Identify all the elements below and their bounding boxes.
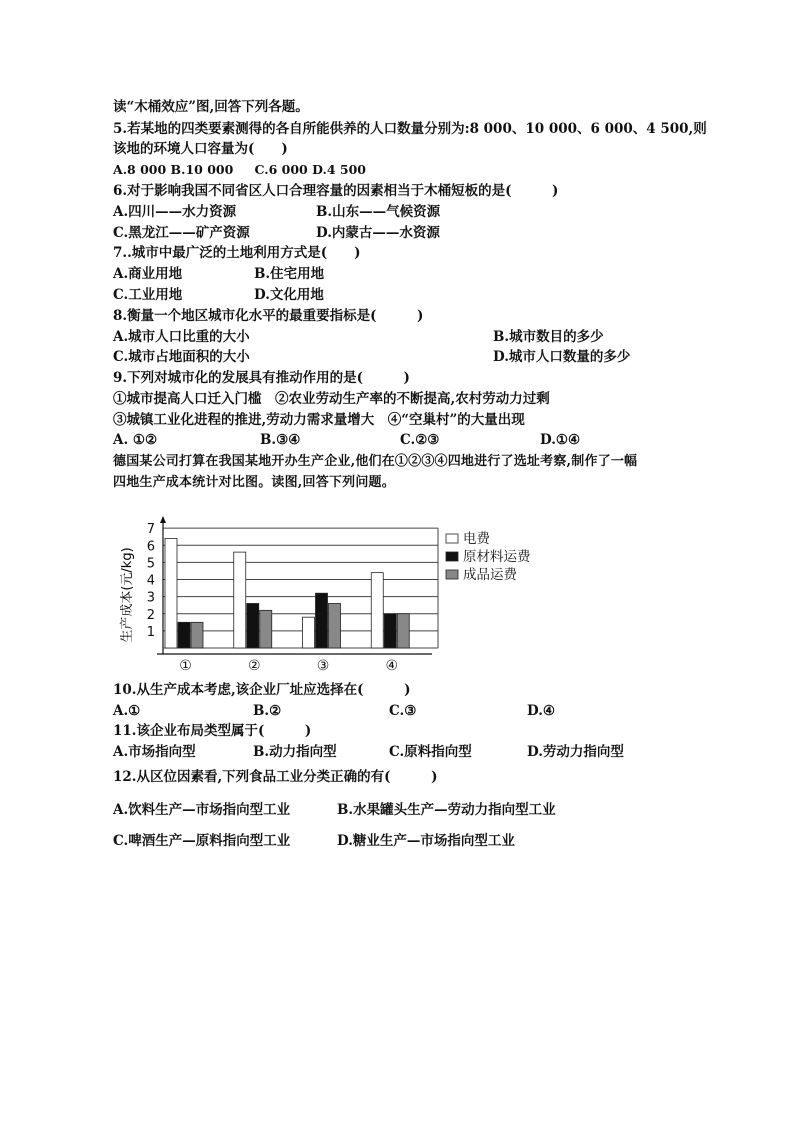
q10-stem: 10.从生产成本考虑,该企业厂址应选择在( ) — [113, 682, 411, 698]
bar-2-2 — [247, 603, 259, 648]
chart-grid — [163, 528, 438, 631]
q10-option-c[interactable]: C.③ — [389, 703, 417, 719]
legend-swatch — [446, 534, 458, 543]
q11-stem: 11.该企业布局类型属于( ) — [113, 723, 312, 739]
y-tick-label: 2 — [146, 607, 155, 623]
bar-2-3 — [260, 610, 272, 648]
q5-stem-line1: 5.若某地的四类要素测得的各自所能供养的人口数量分别为:8 000、10 000、6 000、4 500,则 — [113, 121, 707, 137]
bar-4-3 — [397, 614, 409, 648]
q11-option-b[interactable]: B.动力指向型 — [253, 744, 337, 760]
x-tick-label: ① — [179, 658, 192, 674]
chart-x-ticks — [179, 658, 398, 674]
chart-y-axis-label: 生产成本(元/kg) — [120, 547, 135, 643]
bar-4-1 — [371, 573, 383, 648]
legend-label: 成品运费 — [463, 567, 517, 583]
q7-option-b[interactable]: B.住宅用地 — [254, 266, 325, 282]
q12-option-c[interactable]: C.啤酒生产—原料指向型工业 — [113, 833, 291, 849]
q8-option-d[interactable]: D.城市人口数量的多少 — [493, 349, 631, 365]
q12-option-d[interactable]: D.糖业生产—市场指向型工业 — [337, 833, 515, 849]
y-tick-label: 5 — [146, 556, 155, 572]
q10-option-b[interactable]: B.② — [253, 703, 282, 719]
y-tick-label: 1 — [146, 624, 155, 640]
chart-legend — [446, 530, 531, 583]
q9-option-a[interactable]: A. ①② — [113, 432, 158, 448]
q8-option-b[interactable]: B.城市数目的多少 — [493, 329, 604, 345]
q5-stem-line2: 该地的环境人口容量为( ) — [113, 141, 288, 157]
q9-statements-1: ①城市提高人口迁入门槛 ②农业劳动生产率的不断提高,农村劳动力过剩 — [113, 391, 550, 407]
y-tick-label: 3 — [146, 590, 155, 606]
q12-option-a[interactable]: A.饮料生产—市场指向型工业 — [113, 802, 291, 818]
q7-option-c[interactable]: C.工业用地 — [113, 287, 183, 303]
q6-option-b[interactable]: B.山东——气候资源 — [316, 204, 441, 220]
q6-option-c[interactable]: C.黑龙江——矿产资源 — [113, 225, 250, 241]
y-tick-label: 7 — [146, 522, 155, 538]
q12-stem: 12.从区位因素看,下列食品工业分类正确的有( ) — [113, 769, 438, 785]
q9-stem: 9.下列对城市化的发展具有推动作用的是( ) — [113, 370, 410, 386]
passage-line1: 德国某公司打算在我国某地开办生产企业,他们在①②③④四地进行了选址考察,制作了一幅 — [113, 454, 638, 469]
bar-3-1 — [303, 617, 315, 648]
q11-option-d[interactable]: D.劳动力指向型 — [527, 744, 624, 760]
chart-y-ticks — [147, 522, 155, 640]
x-tick-label: ② — [247, 658, 261, 674]
q12-option-b[interactable]: B.水果罐头生产—劳动力指向型工业 — [337, 802, 556, 818]
bar-3-2 — [316, 593, 328, 648]
q9-statements-2: ③城镇工业化进程的推进,劳动力需求量增大 ④“空巢村”的大量出现 — [113, 412, 525, 428]
y-axis-arrow — [160, 516, 166, 523]
x-tick-label: ④ — [385, 658, 399, 674]
chart-bars — [165, 538, 409, 648]
q7-option-d[interactable]: D.文化用地 — [254, 287, 324, 303]
passage-line2: 四地生产成本统计对比图。读图,回答下列问题。 — [113, 475, 395, 490]
y-tick-label: 4 — [146, 573, 155, 589]
legend-label: 电费 — [463, 531, 490, 547]
bar-1-3 — [191, 622, 203, 648]
bar-1-2 — [178, 622, 190, 648]
q6-option-d[interactable]: D.内蒙古——水资源 — [316, 225, 440, 241]
q8-option-c[interactable]: C.城市占地面积的大小 — [113, 349, 250, 365]
legend-swatch — [446, 570, 458, 579]
bar-4-2 — [384, 614, 396, 648]
q9-option-b[interactable]: B.③④ — [260, 432, 301, 448]
q9-option-c[interactable]: C.②③ — [400, 432, 440, 448]
q8-option-a[interactable]: A.城市人口比重的大小 — [113, 329, 250, 345]
q8-stem: 8.衡量一个地区城市化水平的最重要指标是( ) — [113, 308, 424, 324]
q10-option-d[interactable]: D.④ — [527, 703, 556, 719]
y-tick-label: 6 — [146, 539, 155, 555]
q5-options: A.8 000 B.10 000 C.6 000 D.4 500 — [113, 162, 366, 177]
q9-option-d[interactable]: D.①④ — [540, 432, 581, 448]
q6-stem: 6.对于影响我国不同省区人口合理容量的因素相当于木桶短板的是( ) — [113, 183, 559, 199]
q10-option-a[interactable]: A.① — [113, 703, 141, 719]
bar-3-3 — [329, 603, 341, 648]
q6-option-a[interactable]: A.四川——水力资源 — [113, 204, 237, 220]
q11-option-c[interactable]: C.原料指向型 — [389, 744, 472, 760]
section-intro: 读“木桶效应”图,回答下列各题。 — [113, 99, 309, 115]
bar-1-1 — [165, 538, 177, 648]
legend-swatch — [446, 552, 458, 561]
bar-2-1 — [234, 552, 246, 648]
q7-stem: 7..城市中最广泛的土地利用方式是( ) — [113, 245, 361, 261]
q11-option-a[interactable]: A.市场指向型 — [113, 744, 196, 760]
production-cost-chart — [113, 515, 553, 675]
legend-label: 原材料运费 — [463, 549, 531, 565]
x-tick-label: ③ — [316, 658, 330, 674]
q7-option-a[interactable]: A.商业用地 — [113, 266, 183, 282]
